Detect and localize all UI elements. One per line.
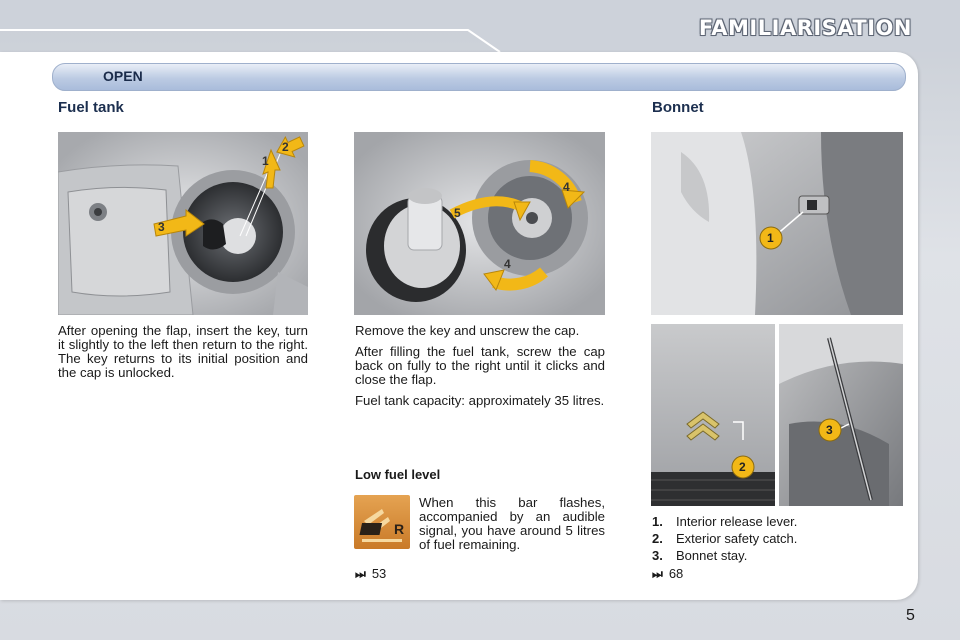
section-bar-label: OPEN — [103, 68, 143, 84]
fuel-cap-photo — [354, 132, 605, 315]
fuel-tank-text-right — [355, 324, 605, 415]
fuel-tank-capacity: Fuel tank capacity: approximately 35 litres. — [355, 393, 605, 408]
fuel-flap-photo — [58, 132, 308, 315]
header-title: FAMILIARISATION — [698, 16, 912, 40]
low-fuel-text-block — [419, 496, 605, 559]
low-fuel-heading: Low fuel level — [355, 467, 441, 482]
callout-3: 3 — [158, 220, 165, 234]
low-fuel-text: When this bar flashes, accompanied by an audible signal, you have around 5 litres of fuel remaining. — [419, 495, 605, 552]
callout-5: 5 — [454, 206, 461, 220]
low-fuel-warning-icon — [354, 495, 410, 549]
callout-bonnet-1: 1 — [767, 231, 774, 245]
bonnet-ref[interactable] — [652, 566, 683, 582]
callout-1: 1 — [262, 154, 269, 168]
fuel-tank-instructions-remove: Remove the key and unscrew the cap. — [355, 323, 580, 338]
legend-item — [652, 548, 912, 565]
bonnet-heading: Bonnet — [652, 99, 704, 116]
fuel-ref-page: 53 — [371, 566, 387, 581]
legend-label: Exterior safety catch. — [676, 531, 798, 546]
callout-bonnet-2: 2 — [739, 460, 746, 474]
bonnet-legend — [652, 514, 912, 565]
bonnet-lever-illustration — [651, 132, 903, 315]
fuel-tank-heading: Fuel tank — [58, 99, 124, 116]
page-ref-icon: ⏭ — [355, 567, 366, 581]
page-ref-icon: ⏭ — [652, 567, 663, 581]
fuel-flap-illustration — [58, 132, 308, 315]
callout-4b: 4 — [504, 257, 511, 271]
legend-num: 1. — [652, 514, 663, 529]
fuel-ref[interactable] — [355, 566, 386, 582]
warning-icon-letter: R — [394, 521, 405, 537]
fuel-tank-text-left — [58, 324, 308, 387]
legend-num: 2. — [652, 531, 663, 546]
bonnet-stay-illustration — [779, 324, 903, 506]
callout-bonnet-3: 3 — [826, 423, 833, 437]
callout-2: 2 — [282, 140, 289, 154]
section-bar — [52, 63, 906, 91]
bonnet-stay-photo — [779, 324, 903, 506]
fuel-tank-instructions-close: After filling the fuel tank, screw the cap back on fully to the right until it clicks and close the flap. — [355, 344, 605, 387]
legend-num: 3. — [652, 548, 663, 563]
legend-item — [652, 531, 912, 548]
page-number: 5 — [906, 607, 915, 624]
legend-label: Interior release lever. — [676, 514, 798, 529]
callout-4: 4 — [563, 180, 570, 194]
bonnet-catch-illustration — [651, 324, 775, 506]
fuel-tank-instructions-open: After opening the flap, insert the key, turn it slightly to the left then return to the right. The key returns to its initial position and the cap is unlocked. — [58, 323, 308, 380]
legend-label: Bonnet stay. — [676, 548, 748, 563]
fuel-cap-illustration — [354, 132, 605, 315]
legend-item — [652, 514, 912, 531]
bonnet-catch-photo — [651, 324, 775, 506]
bonnet-lever-photo — [651, 132, 903, 315]
bonnet-ref-page: 68 — [668, 566, 684, 581]
